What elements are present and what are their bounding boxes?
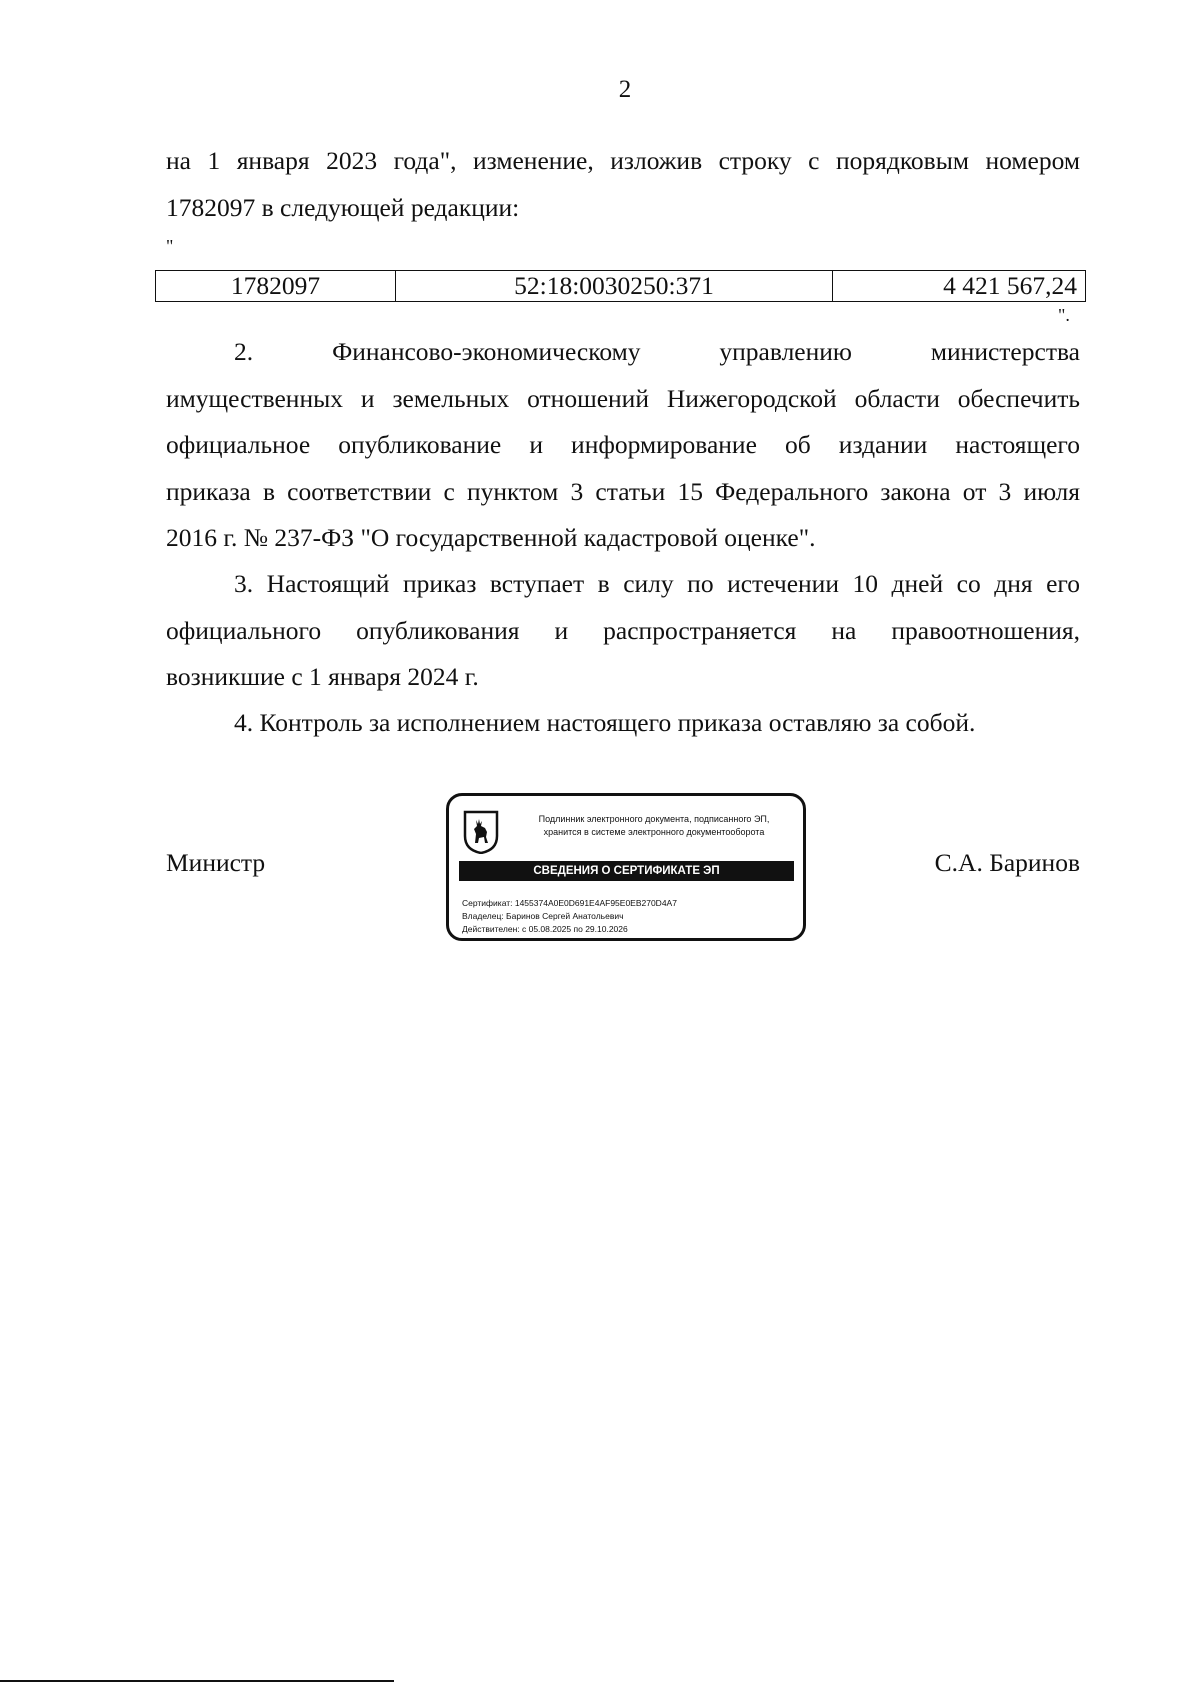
quote-close: ". <box>1058 305 1070 325</box>
paragraph-2-line-4: приказа в соответствии с пунктом 3 статьи 15 Федерального закона от 3 июля <box>166 477 1080 506</box>
signer-title: Министр <box>166 848 266 877</box>
paragraph-2-line-5: 2016 г. № 237-ФЗ "О государственной кадастровой оценке". <box>166 523 816 552</box>
stamp-note-line-1: Подлинник электронного документа, подписанного ЭП, <box>538 814 770 824</box>
certificate-banner: СВЕДЕНИЯ О СЕРТИФИКАТЕ ЭП <box>459 861 794 881</box>
stamp-note <box>509 813 799 839</box>
cadastral-value-cell: 4 421 567,24 <box>833 271 1086 302</box>
stamp-note-line-2: хранится в системе электронного документооборота <box>543 827 765 837</box>
quote-open: " <box>166 236 174 256</box>
row-number-cell: 1782097 <box>156 271 396 302</box>
paragraph-2-line-2: имущественных и земельных отношений Нижегородской области обеспечить <box>166 384 1080 413</box>
paragraph-4: 4. Контроль за исполнением настоящего приказа оставляю за собой. <box>234 708 976 737</box>
paragraph-3-line-1: 3. Настоящий приказ вступает в силу по истечении 10 дней со дня его <box>234 569 1080 598</box>
paragraph-2-line-3: официальное опубликование и информирование об издании настоящего <box>166 430 1080 459</box>
certificate-owner: Владелец: Баринов Сергей Анатольевич <box>462 911 624 921</box>
table-row <box>156 271 1086 302</box>
electronic-signature-stamp <box>446 793 806 941</box>
intro-line-2: 1782097 в следующей редакции: <box>166 193 520 222</box>
deer-coat-of-arms-icon <box>463 810 499 854</box>
replacement-row-table <box>155 270 1086 302</box>
paragraph-2-line-1: 2. Финансово-экономическому управлению министерства <box>234 337 1080 366</box>
certificate-number: Сертификат: 1455374A0E0D691E4AF95E0EB270D4A7 <box>462 898 677 908</box>
page-number: 2 <box>618 76 632 103</box>
footer-rule <box>0 1680 394 1682</box>
paragraph-3-line-3: возникшие с 1 января 2024 г. <box>166 662 479 691</box>
signer-name: С.А. Баринов <box>934 848 1080 877</box>
certificate-validity: Действителен: с 05.08.2025 по 29.10.2026 <box>462 924 628 934</box>
certificate-details <box>462 897 677 936</box>
cadastral-number-cell: 52:18:0030250:371 <box>396 271 833 302</box>
paragraph-3-line-2: официального опубликования и распространяется на правоотношения, <box>166 616 1080 645</box>
intro-line-1: на 1 января 2023 года", изменение, изложив строку с порядковым номером <box>166 146 1080 175</box>
